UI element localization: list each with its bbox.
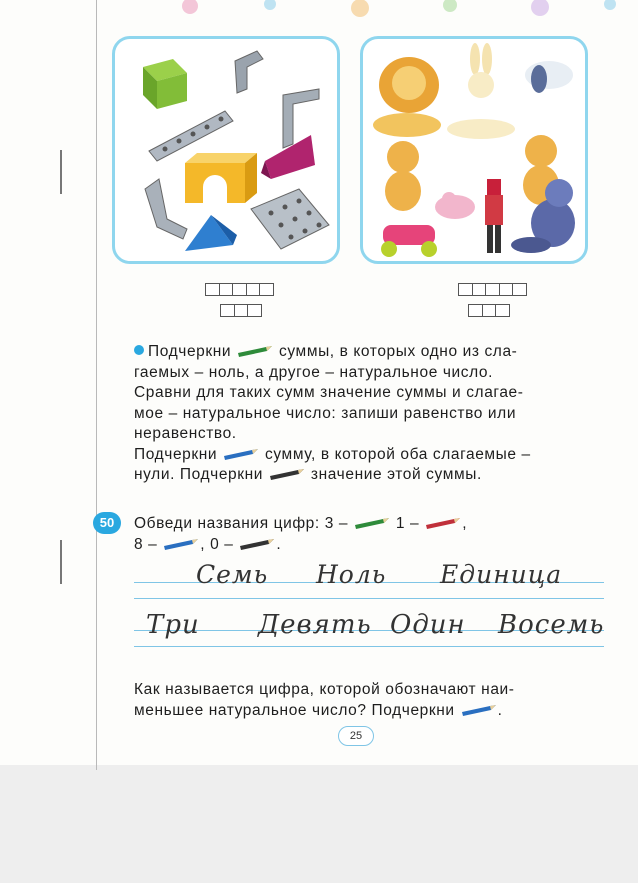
exercise-50-text: Обведи названия цифр: 3 – 1 – , 8 – , 0 – . (134, 515, 468, 553)
red-pencil-icon (424, 516, 462, 530)
blue-pencil-icon (222, 447, 260, 461)
answer-boxes-left-bottom[interactable] (220, 304, 261, 317)
blue-pencil-icon (162, 537, 200, 551)
blue-pencil-icon (460, 703, 498, 717)
construction-toys-panel (112, 36, 340, 264)
black-pencil-icon (268, 467, 306, 481)
black-pencil-icon (238, 537, 276, 551)
answer-boxes-right-top[interactable] (458, 283, 526, 296)
writing-guide-line (134, 646, 604, 647)
cursive-word[interactable]: Ноль (316, 560, 387, 589)
cursive-word[interactable]: Один (390, 610, 466, 640)
page-number: 25 (338, 726, 374, 746)
binding-mark (60, 150, 62, 194)
decorative-top-strip (150, 0, 638, 22)
margin-line (96, 0, 97, 770)
exercise-text: Подчеркни суммы, в которых одно из сла- гаемых – ноль, а другое – натуральное число. Сравни для таких сумм значение суммы и слагае- мое – натуральное число: запиши равенство или неравенство. Подчеркни сумму, в которой оба слагаемые – нули. Подчеркни значение этой суммы. (134, 343, 531, 483)
green-pencil-icon (236, 344, 274, 358)
binding-mark (60, 540, 62, 584)
cursive-word[interactable]: Единица (440, 560, 563, 589)
cursive-word[interactable]: Семь (196, 560, 269, 589)
cursive-word[interactable]: Три (146, 610, 200, 640)
green-pencil-icon (353, 516, 391, 530)
toy-illustration (115, 39, 337, 261)
writing-guide-line (134, 598, 604, 599)
exercise-number-badge: 50 (93, 512, 121, 534)
question-text: Как называется цифра, которой обозначают наи- меньшее натуральное число? Подчеркни . (134, 681, 515, 719)
bullet-icon (134, 345, 144, 355)
answer-boxes-left-top[interactable] (205, 283, 273, 296)
cursive-word[interactable]: Восемь (498, 610, 605, 640)
cursive-word[interactable]: Девять (258, 610, 372, 640)
page-shadow (0, 765, 638, 883)
toy-illustration (363, 39, 585, 261)
answer-boxes-right-bottom[interactable] (468, 304, 509, 317)
soft-toys-panel (360, 36, 588, 264)
